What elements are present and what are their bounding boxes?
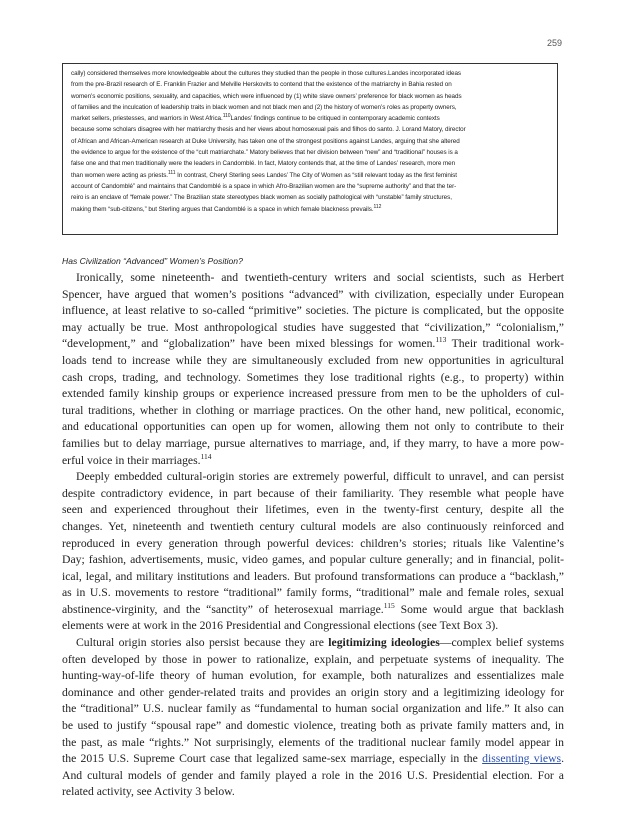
paragraph-line [62, 336, 564, 353]
paragraph-text: Cultural origin stories also persist because they are [76, 636, 329, 650]
paragraph-line [62, 453, 564, 470]
paragraph-line: seen and experienced throughout their lifetimes, even in the twenty-first century, despite all the [62, 503, 564, 517]
paragraph-line: And cultural models of gender and family played a role in the 2016 U.S. Presidential election. For a [62, 768, 564, 782]
paragraph-line: the past, as male “rights.” Not surprisingly, elements of the traditional nuclear family model appear in [62, 735, 564, 749]
box-line: reiro is an enclave of “female power.” The Brazilian state stereotypes black women as socially pathological with “unstable” family structures, [71, 194, 452, 202]
paragraph-line: elements were at work in the 2016 Presidential and Congressional elections (see Text Box 3). [62, 619, 499, 633]
paragraph-line: influence, at least relative to so-called “primitive” societies. The picture is complicated, but the opposite [62, 304, 564, 318]
paragraph-line: tural traditions, whether in clothing or marriage practices. On the other hand, new political, economic, [62, 403, 564, 417]
paragraph-line: often developed by those in power to rationalize, explain, and perpetuate systems of inequality. The [62, 652, 564, 666]
paragraph-line: loads tend to increase while they are simultaneously excluded from new opportunities in agricultural [62, 353, 564, 367]
box-text: than women were acting as priests. [71, 171, 168, 179]
footnote-ref: 110 [222, 113, 231, 120]
paragraph-line [62, 751, 564, 768]
paragraph-line: Deeply embedded cultural-origin stories are extremely powerful, difficult to unravel, and can persist [76, 470, 564, 484]
paragraph-line: the “traditional” U.S. nuclear family as “fundamental to human social organization and life.” It also can [62, 702, 564, 716]
box-line: women’s economic positions, sexuality, and capacities, which were influenced by (1) white slave owners’ preference for black women as heads [71, 92, 462, 100]
box-line: cally) considered themselves more knowledgeable about the cultures they studied than the people in those cultures.Landes incorporated ideas [71, 70, 462, 77]
paragraph-text: erful voice in their marriages. [62, 453, 201, 467]
paragraph-line: changes. Yet, nineteenth and twentieth century cultural models are also continuously reinforced and [62, 519, 564, 533]
paragraph-text: . [561, 752, 564, 766]
box-line: of African and African-American research at Duke University, has taken one of the strongest positions against Landes, arguing that she altered [71, 137, 460, 145]
paragraph-line: Day; fashion, advertisements, music, video games, and popular culture generally; and in financial, polit- [62, 553, 564, 567]
paragraph-text: Their traditional work- [446, 337, 564, 351]
box-text: market sellers, priestesses, and warriors in West Africa. [71, 115, 223, 123]
paragraph-text: “development,” and “globalization” have been mixed blessings for women. [62, 337, 436, 351]
box-line: from the pre-Brazil research of E. Franklin Frazier and Melville Herskovits to contend that the existence of the matriarchy in Bahia rested on [71, 81, 452, 89]
paragraph-line [62, 635, 564, 652]
text-box [62, 63, 558, 235]
box-text: Landes’ findings continue to be critiqued in contemporary academic contexts [230, 115, 440, 123]
paragraph-line: despite contradictory evidence, in part because of their familiarity. They resemble what people have [62, 486, 564, 500]
paragraph-text: abstinence-virginity, and the “sanctity” of heterosexual marriage. [62, 602, 384, 616]
paragraph-line: and educational opportunities can open up for women, allowing them not only to contribute to their [62, 420, 564, 434]
box-line: false one and that men traditionally were the leaders in Candomblé. In fact, Matory contends that, at the time of Landes’ research, more men [71, 160, 456, 168]
footnote-ref: 111 [168, 169, 176, 176]
paragraph-line: Spencer, have argued that women’s positions “advanced” with civilization, especially under European [62, 287, 564, 301]
box-line [71, 204, 549, 215]
paragraph-text: —complex belief systems [439, 636, 565, 650]
paragraph-line: extended family kinship groups or experience increased pressure from men to be the upholders of cul- [62, 387, 564, 401]
dissenting-views-link[interactable]: dissenting views [482, 752, 562, 766]
paragraph-line: cash crops, trading, and technology. Sometimes they lose traditional rights (e.g., to property) within [62, 370, 564, 384]
paragraph-line: families but to delay marriage, pursue alternatives to marriage, and, if they marry, to have a more pow- [62, 436, 564, 450]
box-line: of families and the inculcation of leadership traits in black women and not black men and (2) the history of women’s roles as property owners, [71, 103, 457, 111]
paragraph-line: as in U.S. movements to restore “traditional” family forms, “traditional” male and female roles, sexual [62, 586, 564, 600]
paragraph-line: related activity, see Activity 3 below. [62, 785, 235, 799]
box-line: because some scholars disagree with her matriarchy thesis and her views about homosexual pais and filhos do santo. J. Lorand Matory, director [71, 126, 466, 134]
paragraph [62, 469, 564, 635]
box-line [71, 113, 549, 124]
paragraph [62, 270, 564, 469]
box-text: making them “sub-citizens,” but Sterling argues that Candomblé is a space in which female blackness prevails. [71, 205, 374, 213]
paragraph-text: the 2015 U.S. Supreme Court case that legalized same-sex marriage, especially in the [62, 752, 483, 766]
body-text [62, 270, 564, 801]
paragraph-line: may actually be true. Most anthropological studies have suggested that “civilization,” “colonialism,” [62, 320, 564, 334]
paragraph-line: ical, legal, and military institutions and leaders. But profound transformations can produce a “backlash,” [62, 569, 564, 583]
footnote-ref: 114 [200, 451, 212, 461]
paragraph-line: reproduced in every generation through powerful devices: children’s stories; rituals like Valentine’s [62, 536, 564, 550]
box-line: account of Candomblé” and maintains that Candomblé is a space in which Afro-Brazilian women are the “supreme authority” and that the ter- [71, 182, 457, 190]
paragraph-line: dominance and other gender-related traits and provides an origin story and a legitimizing ideology for [62, 685, 564, 699]
page-number: 259 [546, 38, 562, 48]
paragraph-line: Ironically, some nineteenth- and twentieth-century writers and social scientists, such as Herbert [76, 271, 564, 284]
footnote-ref: 115 [383, 600, 395, 610]
box-line [71, 170, 549, 181]
box-line: the evidence to argue for the existence of the “cult matriarchate.” Matory believes that her division between “new” and “traditional” houses is a [71, 149, 458, 157]
paragraph-line [62, 602, 564, 619]
footnote-ref: 113 [435, 335, 447, 345]
paragraph-text: Some would argue that backlash [394, 602, 564, 616]
section-heading: Has Civilization “Advanced” Women’s Position? [62, 256, 243, 266]
paragraph-line: be used to justify “spousal rape” and domestic violence, treating both as private family matters and, in [62, 719, 564, 733]
box-text: In contrast, Cheryl Sterling sees Landes’ The City of Women as “still relevant today as the first feminist [175, 171, 457, 179]
paragraph-line: hunting-way-of-life theory of human evolution, for example, both naturalizes and essentializes male [62, 669, 564, 683]
paragraph [62, 635, 564, 801]
text-box-body [71, 68, 549, 215]
footnote-ref: 112 [373, 203, 382, 210]
key-term: legitimizing ideologies [328, 636, 440, 650]
